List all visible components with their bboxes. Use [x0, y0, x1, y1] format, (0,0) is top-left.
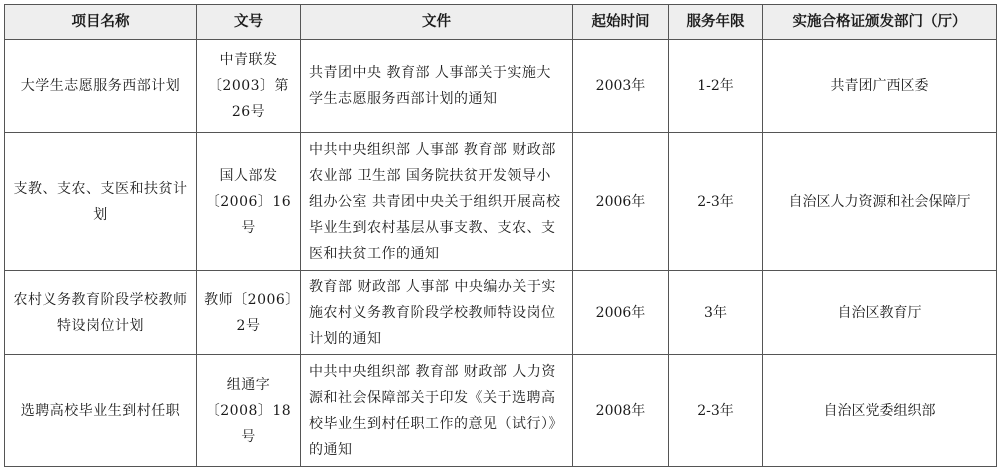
start-time-cell: 2003年	[573, 40, 669, 133]
header-doc-number: 文号	[197, 5, 301, 40]
table-row	[5, 271, 997, 355]
start-time-cell: 2008年	[573, 355, 669, 467]
issuing-dept-cell: 共青团广西区委	[763, 40, 997, 133]
header-row	[5, 5, 997, 40]
table-row	[5, 355, 997, 467]
doc-number-cell: 教师〔2006〕2号	[197, 271, 301, 355]
service-years-cell: 3年	[669, 271, 763, 355]
header-service-years: 服务年限	[669, 5, 763, 40]
issuing-dept-cell: 自治区教育厅	[763, 271, 997, 355]
document-cell: 中共中央组织部 教育部 财政部 人力资源和社会保障部关于印发《关于选聘高校毕业生到村任职工作的意见（试行）》的通知	[301, 355, 573, 467]
project-name-cell: 农村义务教育阶段学校教师特设岗位计划	[5, 271, 197, 355]
document-cell: 教育部 财政部 人事部 中央编办关于实施农村义务教育阶段学校教师特设岗位计划的通知	[301, 271, 573, 355]
table-row	[5, 40, 997, 133]
start-time-cell: 2006年	[573, 271, 669, 355]
start-time-cell: 2006年	[573, 133, 669, 271]
table-row	[5, 133, 997, 271]
project-name-cell: 选聘高校毕业生到村任职	[5, 355, 197, 467]
service-years-cell: 1-2年	[669, 40, 763, 133]
project-name-cell: 大学生志愿服务西部计划	[5, 40, 197, 133]
issuing-dept-cell: 自治区党委组织部	[763, 355, 997, 467]
service-years-cell: 2-3年	[669, 133, 763, 271]
service-years-cell: 2-3年	[669, 355, 763, 467]
doc-number-cell: 国人部发〔2006〕16号	[197, 133, 301, 271]
header-document: 文件	[301, 5, 573, 40]
header-start-time: 起始时间	[573, 5, 669, 40]
document-cell: 共青团中央 教育部 人事部关于实施大学生志愿服务西部计划的通知	[301, 40, 573, 133]
doc-number-cell: 中青联发〔2003〕第26号	[197, 40, 301, 133]
document-cell: 中共中央组织部 人事部 教育部 财政部 农业部 卫生部 国务院扶贫开发领导小组办公室 共青团中央关于组织开展高校毕业生到农村基层从事支教、支农、支医和扶贫工作的通知	[301, 133, 573, 271]
header-issuing-dept: 实施合格证颁发部门（厅）	[763, 5, 997, 40]
header-project-name: 项目名称	[5, 5, 197, 40]
program-table	[4, 4, 997, 467]
issuing-dept-cell: 自治区人力资源和社会保障厅	[763, 133, 997, 271]
project-name-cell: 支教、支农、支医和扶贫计划	[5, 133, 197, 271]
doc-number-cell: 组通字〔2008〕18号	[197, 355, 301, 467]
